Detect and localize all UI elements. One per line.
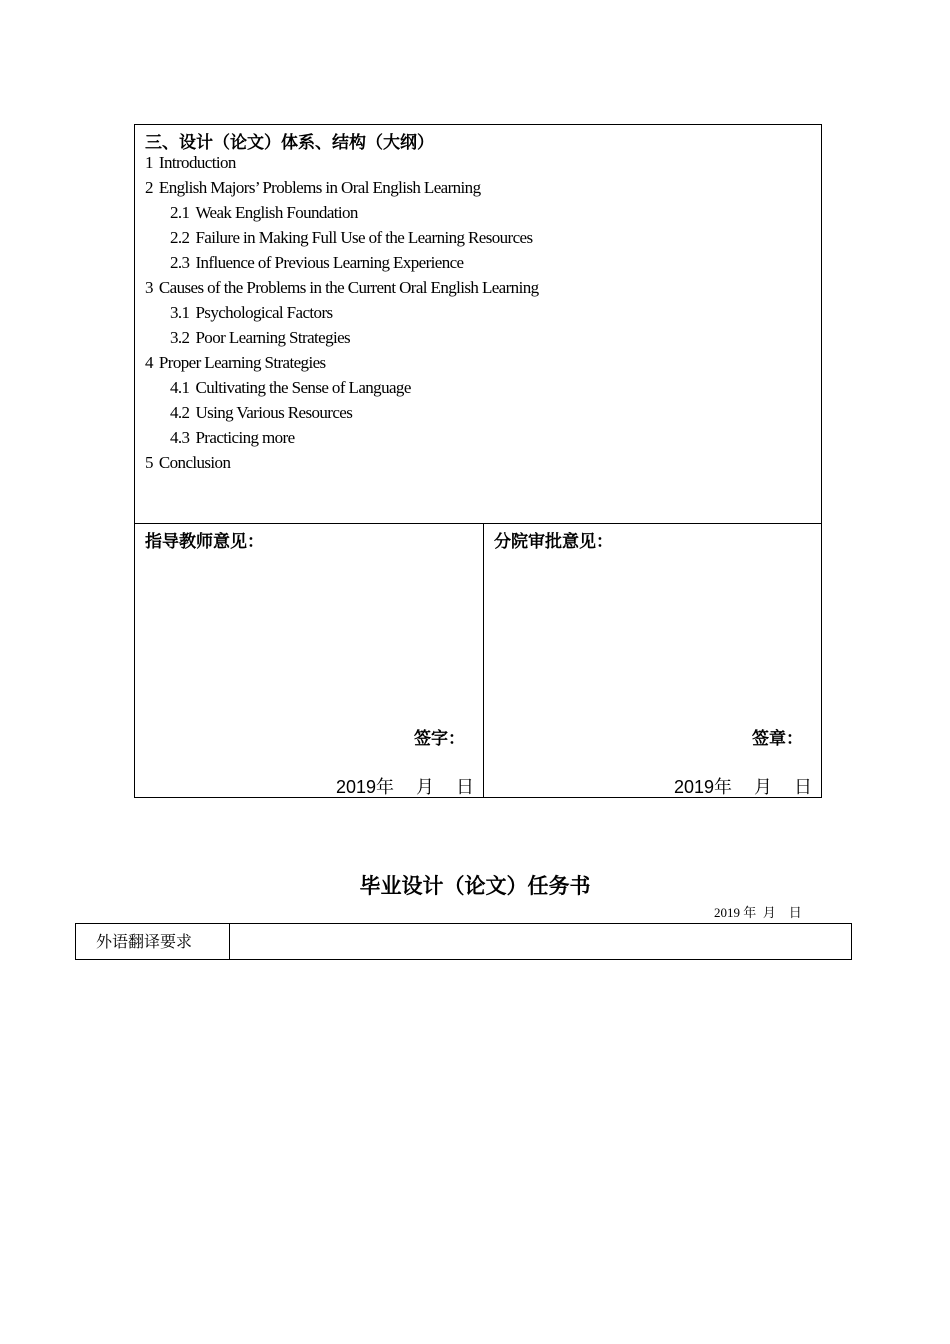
outline-item [135,325,539,350]
outline-item [135,400,539,425]
outline-item-number: 4.3 [170,428,190,447]
outline-item [135,175,539,200]
outline-item [135,225,539,250]
outline-item [135,375,539,400]
task-date-month-unit: 月 [762,905,776,920]
outline-item-text: Weak English Foundation [195,203,358,222]
outline-item-text: Practicing more [195,428,295,447]
outline-item-text: Psychological Factors [195,303,333,322]
outline-item [135,200,539,225]
outline-item-number: 2 [145,178,153,197]
outline-item [135,350,539,375]
outline-item [135,300,539,325]
college-approval-cell [484,524,821,797]
outline-item [135,450,539,475]
college-seal-label: 签章： [752,729,803,749]
outline-item-text: Influence of Previous Learning Experience [195,253,464,272]
outline-heading: 三、设计（论文）体系、结构（大纲） [145,133,434,153]
advisor-date [336,773,474,799]
translation-requirement-label: 外语翻译要求 [76,924,230,959]
college-approval-title: 分院审批意见： [494,532,613,552]
outline-item-number: 1 [145,153,153,172]
outline-item-text: English Majors’ Problems in Oral English Learning [158,178,481,197]
task-book-title: 毕业设计（论文）任务书 [359,874,591,898]
outline-item-text: Introduction [158,153,236,172]
advisor-date-month-unit: 月 [416,777,434,797]
advisor-signature-label: 签字： [414,729,465,749]
outline-item-text: Cultivating the Sense of Language [195,378,411,397]
outline-table [134,124,822,798]
college-date-year-unit: 年 [714,777,732,797]
task-date-year: 2019 [714,905,740,920]
outline-item-number: 2.2 [170,228,190,247]
outline-item-number: 3.2 [170,328,190,347]
outline-section [135,125,821,524]
outline-item-text: Failure in Making Full Use of the Learning Resources [195,228,533,247]
outline-item-number: 4 [145,353,153,372]
task-date-day-unit: 日 [788,905,802,920]
outline-item-number: 3.1 [170,303,190,322]
outline-item-number: 4.1 [170,378,190,397]
advisor-date-year-unit: 年 [376,777,394,797]
outline-item-text: Poor Learning Strategies [195,328,351,347]
task-date-year-unit: 年 [743,905,757,920]
outline-item-text: Proper Learning Strategies [158,353,326,372]
outline-item [135,250,539,275]
task-book-date [714,902,802,921]
outline-item [135,275,539,300]
advisor-date-day-unit: 日 [456,777,474,797]
advisor-opinion-cell [135,524,484,797]
outline-item-number: 4.2 [170,403,190,422]
outline-item-number: 2.1 [170,203,190,222]
advisor-opinion-title: 指导教师意见： [145,532,264,552]
college-date-year: 2019 [673,777,714,797]
outline-list [135,150,539,475]
advisor-date-year: 2019 [335,777,376,797]
outline-item-number: 5 [145,453,153,472]
outline-item-text: Causes of the Problems in the Current Oral English Learning [158,278,539,297]
outline-item [135,150,539,175]
outline-item-number: 2.3 [170,253,190,272]
translation-requirement-value [230,924,851,959]
outline-item-text: Using Various Resources [195,403,353,422]
outline-item-text: Conclusion [158,453,231,472]
college-date [674,773,812,799]
outline-item [135,425,539,450]
college-date-month-unit: 月 [754,777,772,797]
task-table [75,923,852,960]
outline-item-number: 3 [145,278,153,297]
college-date-day-unit: 日 [794,777,812,797]
